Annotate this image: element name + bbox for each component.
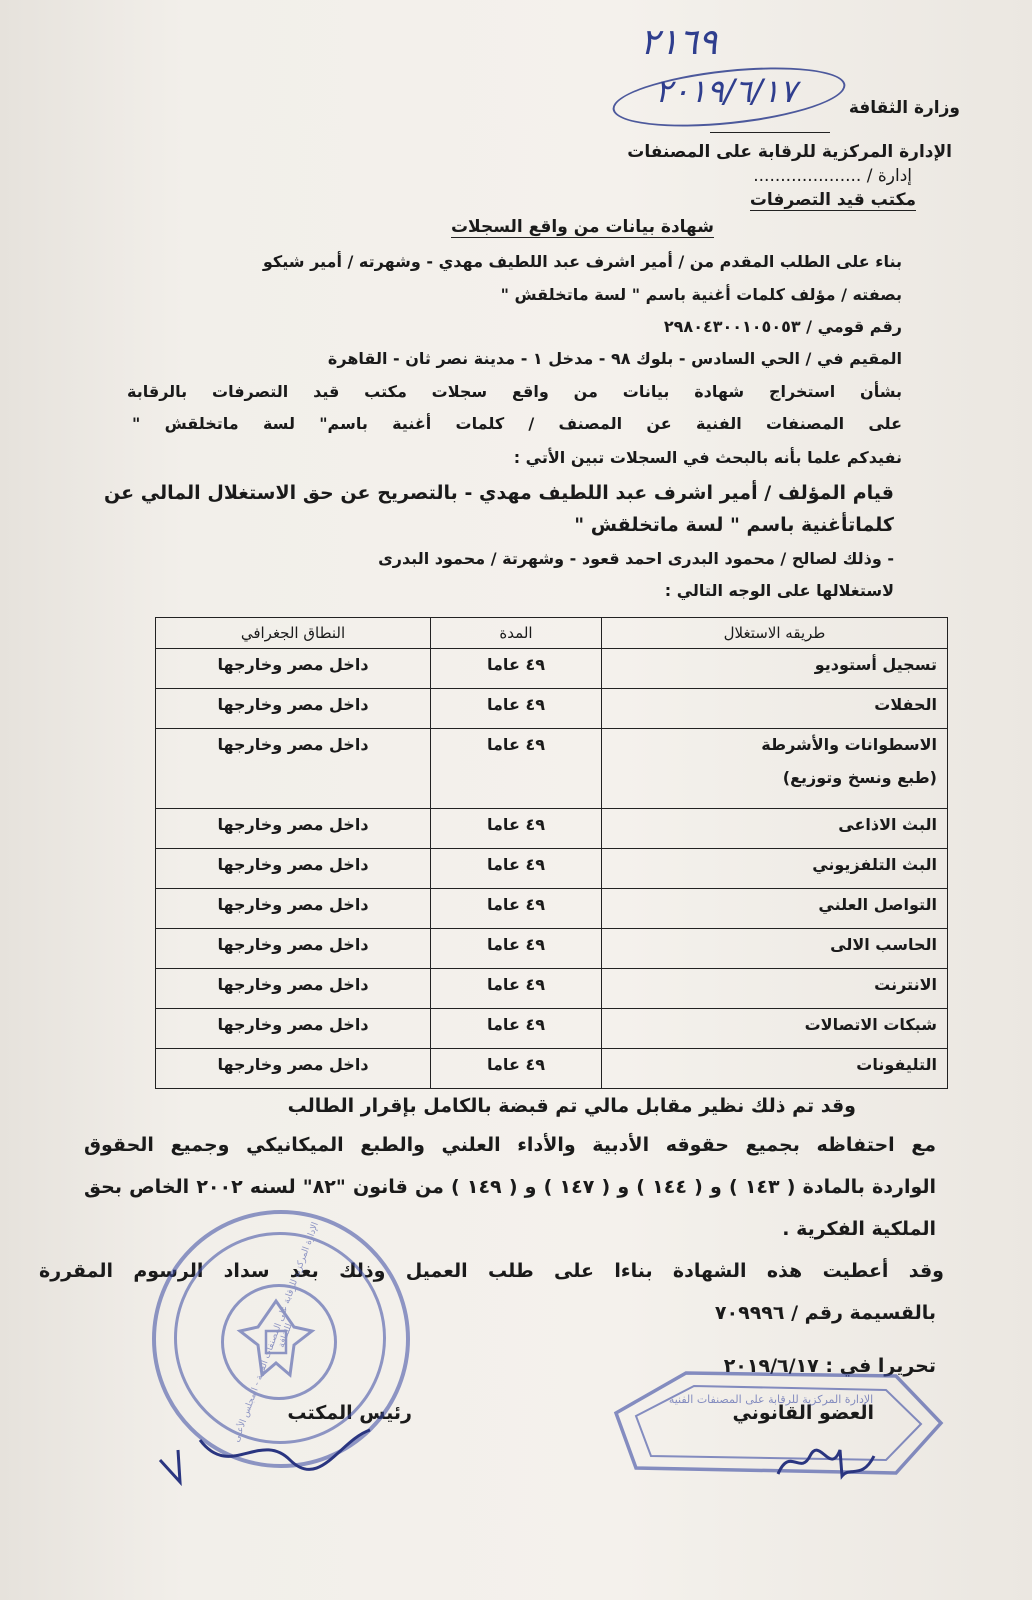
- cell-duration: ٤٩ عاما: [431, 649, 602, 689]
- cell-method-main: الاسطوانات والأشرطة: [761, 735, 937, 754]
- cell-method: الحفلات: [602, 689, 948, 729]
- table-row: [156, 1009, 948, 1049]
- footer-fees-2: بالقسيمة رقم / ٧٠٩٩٩٦: [714, 1302, 936, 1324]
- signature-title-office-head: رئيس المكتب: [287, 1402, 412, 1424]
- header-method: طريقه الاستغلال: [602, 618, 948, 649]
- cell-method: شبكات الاتصالات: [602, 1009, 948, 1049]
- table-row: [156, 809, 948, 849]
- signature-office-head-icon: [150, 1420, 380, 1498]
- cell-duration: ٤٩ عاما: [431, 889, 602, 929]
- cell-duration: ٤٩ عاما: [431, 1009, 602, 1049]
- cell-duration: ٤٩ عاما: [431, 929, 602, 969]
- cell-method: الانترنت: [602, 969, 948, 1009]
- table-row: [156, 849, 948, 889]
- cell-duration: ٤٩ عاما: [431, 1049, 602, 1089]
- idara-field: إدارة / ....................: [753, 166, 912, 186]
- table-header-row: [156, 618, 948, 649]
- footer-rights-2: الواردة بالمادة ( ١٤٣ ) و ( ١٤٤ ) و ( ١٤٧ ) و ( ١٤٩ ) من قانون "٨٢" لسنه ٢٠٠٢ الخاص بحق: [84, 1176, 937, 1198]
- cell-method: الحاسب الالى: [602, 929, 948, 969]
- body-line-national-id: رقم قومي / ٢٩٨٠٤٣٠٠١٠٥٠٥٣: [663, 317, 902, 336]
- body-line-findings: نفيدكم علما بأنه بالبحث في السجلات تبين الأتي :: [513, 448, 902, 467]
- body-line-address: المقيم في / الحي السادس - بلوك ٩٨ - مدخل ١ - مدينة نصر ثان - القاهرة: [327, 349, 902, 368]
- office-name: مكتب قيد التصرفات: [749, 190, 916, 210]
- signature-legal-icon: [770, 1436, 880, 1494]
- department-name: الإدارة المركزية للرقابة على المصنفات: [627, 142, 952, 162]
- body-line-capacity: بصفته / مؤلف كلمات أغنية باسم " لسة ماتخلقش ": [500, 285, 902, 304]
- body-line-usage: لاستغلالها على الوجه التالي :: [664, 581, 894, 600]
- cell-scope: داخل مصر وخارجها: [156, 689, 431, 729]
- cell-scope: داخل مصر وخارجها: [156, 729, 431, 809]
- handwritten-number: ٢١٦٩: [640, 22, 718, 63]
- table-row: [156, 649, 948, 689]
- footer-fees-1: وقد أعطيت هذه الشهادة بناءا على طلب العميل وذلك بعد سداد الرسوم المقررة: [39, 1260, 944, 1282]
- table-row: [156, 929, 948, 969]
- footer-rights-1: مع احتفاظه بجميع حقوقه الأدبية والأداء العلني والطبع الميكانيكي وجميع الحقوق: [84, 1134, 936, 1156]
- cell-duration: ٤٩ عاما: [431, 969, 602, 1009]
- table-row: [156, 889, 948, 929]
- stamp-right-text: الإدارة المركزية للرقابة على المصنفات الفنية: [668, 1393, 874, 1406]
- footer-date: تحريرا في : ٢٠١٩/٦/١٧: [723, 1355, 936, 1377]
- handwritten-date: ٢٠١٩/٦/١٧: [655, 72, 797, 110]
- cell-scope: داخل مصر وخارجها: [156, 1049, 431, 1089]
- cell-duration: ٤٩ عاما: [431, 729, 602, 809]
- table-row: [156, 729, 948, 809]
- cell-method: التليفونات: [602, 1049, 948, 1089]
- cell-method: التواصل العلني: [602, 889, 948, 929]
- cell-scope: داخل مصر وخارجها: [156, 649, 431, 689]
- body-line-beneficiary: - وذلك لصالح / محمود البدرى احمد قعود - وشهرتة / محمود البدرى: [378, 549, 894, 568]
- cell-scope: داخل مصر وخارجها: [156, 929, 431, 969]
- cell-method: البث الاذاعى: [602, 809, 948, 849]
- cell-duration: ٤٩ عاما: [431, 689, 602, 729]
- document-title: شهادة بيانات من واقع السجلات: [450, 217, 714, 237]
- body-line-author: قيام المؤلف / أمير اشرف عبد اللطيف مهدي - بالتصريح عن حق الاستغلال المالي عن: [104, 482, 894, 504]
- cell-duration: ٤٩ عاما: [431, 809, 602, 849]
- ministry-name: وزارة الثقافة: [848, 98, 960, 118]
- cell-scope: داخل مصر وخارجها: [156, 1009, 431, 1049]
- stamp-left-text: الإدارة المركزية للرقابة على المصنفات الفنية - المجلس الأعلى للثقافة: [231, 1221, 321, 1444]
- header-duration: المدة: [431, 618, 602, 649]
- exploitation-table: [155, 617, 948, 1089]
- cell-scope: داخل مصر وخارجها: [156, 889, 431, 929]
- footer-payment: وقد تم ذلك نظير مقابل مالي تم قبضة بالكامل بإقرار الطالب: [287, 1095, 856, 1117]
- cell-method-sub: (طبع ونسخ وتوزيع): [782, 768, 937, 787]
- body-line-applicant: بناء على الطلب المقدم من / أمير اشرف عبد اللطيف مهدي - وشهرته / أمير شيكو: [262, 252, 902, 271]
- cell-scope: داخل مصر وخارجها: [156, 849, 431, 889]
- table-row: [156, 969, 948, 1009]
- body-line-regarding: بشأن استخراج شهادة بيانات من واقع سجلات مكتب قيد التصرفات بالرقابة: [127, 382, 902, 401]
- table-row: [156, 689, 948, 729]
- body-line-song: كلماتأغنية باسم " لسة ماتخلقش ": [574, 514, 894, 536]
- footer-rights-3: الملكية الفكرية .: [782, 1218, 936, 1240]
- cell-method: البث التلفزيوني: [602, 849, 948, 889]
- table-row: [156, 1049, 948, 1089]
- cell-method: [602, 729, 948, 809]
- header-divider: [710, 132, 830, 133]
- cell-scope: داخل مصر وخارجها: [156, 969, 431, 1009]
- signature-title-legal: العضو القانوني: [732, 1402, 874, 1424]
- header-scope: النطاق الجغرافي: [156, 618, 431, 649]
- cell-scope: داخل مصر وخارجها: [156, 809, 431, 849]
- body-line-work: على المصنفات الفنية عن المصنف / كلمات أغنية باسم" لسة ماتخلقش ": [132, 414, 902, 433]
- cell-method: تسجيل أستوديو: [602, 649, 948, 689]
- cell-duration: ٤٩ عاما: [431, 849, 602, 889]
